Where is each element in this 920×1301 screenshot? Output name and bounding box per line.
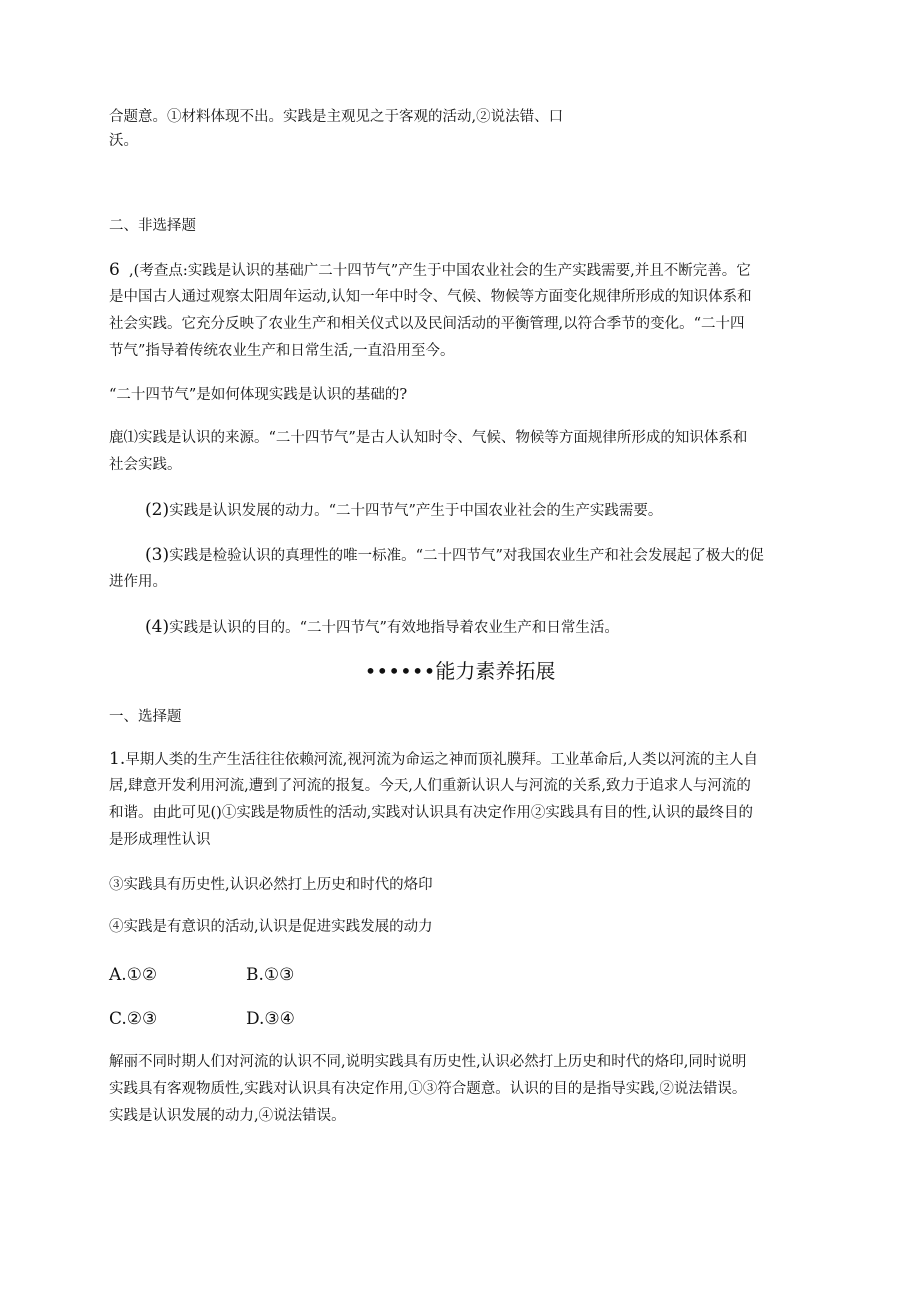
question-6-prompt: “二十四节气”是如何体现实践是认识的基础的? [109,387,408,403]
option-c: C.②③ [109,1009,158,1029]
answer-2-text: 实践是认识发展的动力。“二十四节气”产生于中国农业社会的生产实践需要。 [169,503,663,519]
question-6-line-3: 社会实践。它充分反映了农业生产和相关仪式以及民间活动的平衡管理,以符合季节的变化。“二十四 [109,316,745,332]
question-1-line-4: 是形成理性认识 [109,832,211,848]
question-6-number: 6 [109,260,120,280]
question-6-line-2: 是中国古人通过观察太阳周年运动,认知一年中时令、气候、物候等方面变化规律所形成的知识体系和 [109,289,752,305]
question-1-line-3: 和谐。由此可见()①实践是物质性的活动,实践对认识具有决定作用②实践具有目的性,认识的最终目的 [109,805,754,821]
question-6-line-4: 节气”指导着传统农业生产和日常生活,一直沿用至今。 [109,343,455,359]
answer-3-number: (3) [145,545,170,565]
option-a: A.①② [109,965,158,985]
section-heading-choice: 一、选择题 [109,709,182,725]
prev-answer-line-2: 沃。 [109,133,138,149]
option-b: B.①③ [246,965,295,985]
statement-3: ③实践具有历史性,认识必然打上历史和时代的烙印 [109,877,433,893]
answer-2-number: (2) [145,500,170,520]
question-1-text-1: 早期人类的生产生活往往依赖河流,视河流为命运之神而顶礼膜拜。工业革命后,人类以河流的主人自 [125,752,758,768]
option-d: D.③④ [246,1009,295,1029]
question-1-line-2: 居,肆意开发利用河流,遭到了河流的报复。今天,人们重新认识人与河流的关系,致力于追求人与河流的 [109,778,751,794]
section-heading-non-choice: 二、非选择题 [109,218,196,234]
question-6-line-1 [109,257,809,285]
answer-3-line-1 [145,542,809,570]
prev-answer-line-1: 合题意。①材料体现不出。实践是主观见之于客观的活动,②说法错、口 [109,109,564,125]
question-6-text-1: ,(考查点:实践是认识的基础广二十四节气”产生于中国农业社会的生产实践需要,并且不断完善。它 [129,263,751,279]
answer-1-line-1: 鹿⑴实践是认识的来源。“二十四节气”是古人认知时令、气候、物候等方面规律所形成的知识体系和 [109,430,748,446]
explanation-line-1: 解丽不同时期人们对河流的认识不同,说明实践具有历史性,认识必然打上历史和时代的烙印,同时说明 [109,1054,747,1070]
question-1-line-1 [109,746,809,774]
explanation-line-3: 实践是认识发展的动力,④说法错误。 [109,1108,346,1124]
explanation-line-2: 实践具有客观物质性,实践对认识具有决定作用,①③符合题意。认识的目的是指导实践,②说法错误。 [109,1081,747,1097]
ability-expansion-heading: ••••••能力素养拓展 [364,659,556,683]
answer-4 [145,614,809,642]
answer-4-number: (4) [145,617,170,637]
question-1-number: 1. [109,749,126,769]
answer-1-line-2: 社会实践。 [109,457,182,473]
statement-4: ④实践是有意识的活动,认识是促进实践发展的动力 [109,919,433,935]
answer-3-line-2: 进作用。 [109,574,167,590]
answer-4-text: 实践是认识的目的。“二十四节气”有效地指导着农业生产和日常生活。 [169,620,619,636]
answer-2 [145,497,809,525]
answer-3-text: 实践是检验认识的真理性的唯一标准。“二十四节气”对我国农业生产和社会发展起了极大的促 [169,548,764,564]
